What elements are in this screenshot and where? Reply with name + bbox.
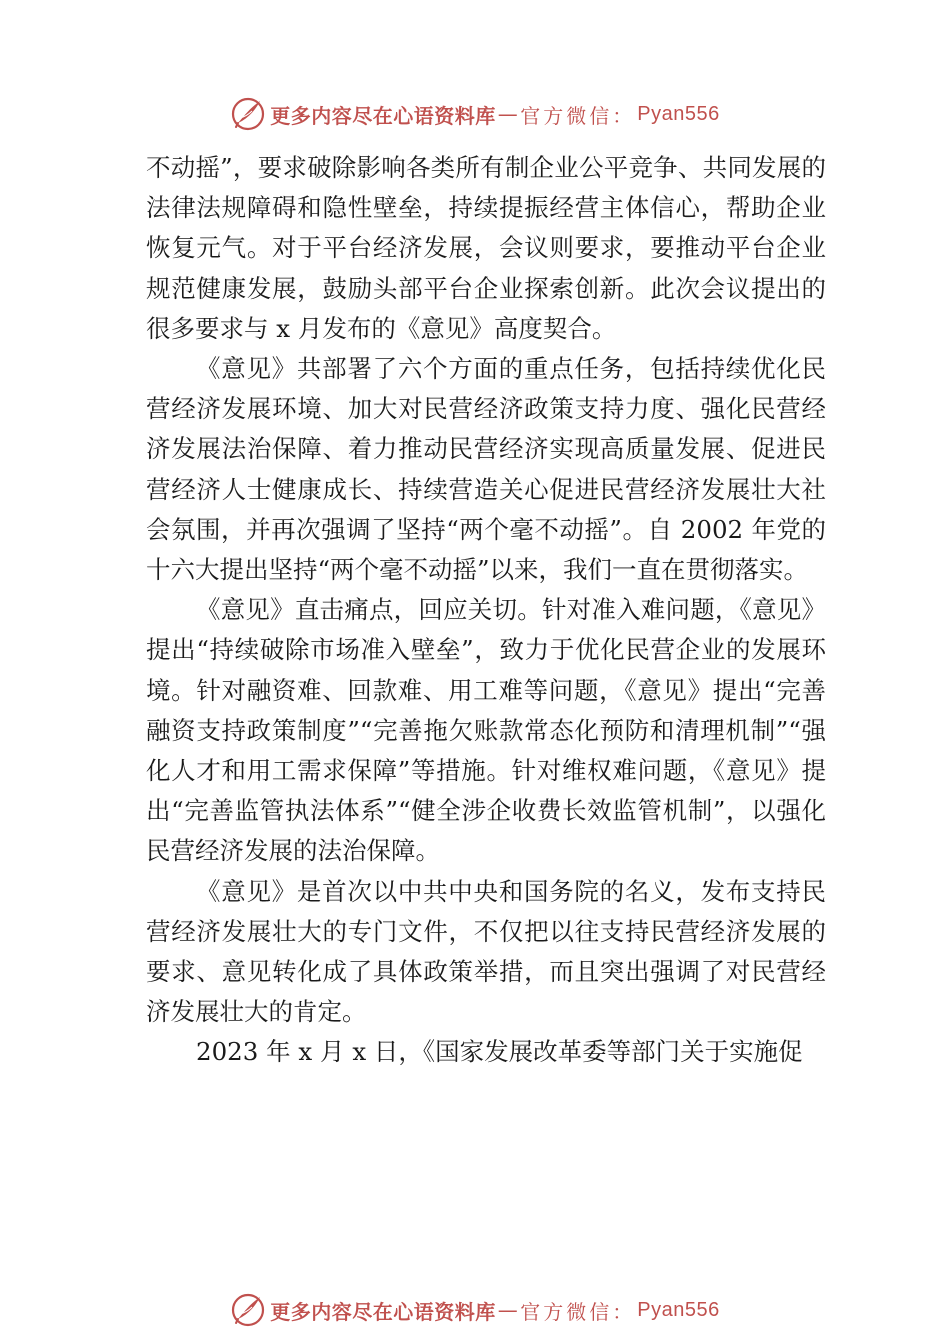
- banner-main-text: 更多内容尽在心语资料库: [270, 1299, 496, 1324]
- banner-wechat-handle: Pyan556: [637, 102, 720, 125]
- banner-wechat-handle: Pyan556: [637, 1298, 720, 1321]
- footer-banner: [0, 1288, 950, 1332]
- banner-official-label: 官方微信：: [520, 103, 636, 128]
- header-banner: [0, 92, 950, 136]
- quill-pen-circle-icon: [230, 1292, 266, 1328]
- banner-dash: —: [497, 1298, 519, 1322]
- paragraph-4: 《意见》是首次以中共中央和国务院的名义，发布支持民营经济发展壮大的专门文件，不仅把以往支持民营经济发展的要求、意见转化成了具体政策举措，而且突出强调了对民营经济发展壮大的肯定。: [146, 876, 826, 1027]
- banner-dash: —: [497, 102, 519, 126]
- document-body: [146, 148, 826, 1073]
- banner-text: [270, 1296, 719, 1325]
- paragraph-2: 《意见》共部署了六个方面的重点任务，包括持续优化民营经济发展环境、加大对民营经济政策支持力度、强化民营经济发展法治保障、着力推动民营经济实现高质量发展、促进民营经济人士健康成长、持续营造关心促进民营经济发展壮大社会氛围，并再次强调了坚持“两个毫不动摇”。自 2002 年党的十六大提出坚持“两个毫不动摇”以来，我们一直在贯彻落实。: [146, 354, 826, 585]
- paragraph-3: 《意见》直击痛点，回应关切。针对准入难问题，《意见》提出“持续破除市场准入壁垒”，致力于优化民营企业的发展环境。针对融资难、回款难、用工难等问题，《意见》提出“完善融资支持政策制度”“完善拖欠账款常态化预防和清理机制”“强化人才和用工需求保障”等措施。针对维权难问题，《意见》提出“完善监管执法体系”“健全涉企收费长效监管机制”，以强化民营经济发展的法治保障。: [146, 595, 826, 866]
- banner-text: [270, 100, 719, 129]
- paragraph-5: 2023 年 x 月 x 日，《国家发展改革委等部门关于实施促: [196, 1037, 803, 1067]
- quill-pen-circle-icon: [230, 96, 266, 132]
- banner-main-text: 更多内容尽在心语资料库: [270, 103, 496, 128]
- banner-official-label: 官方微信：: [520, 1299, 636, 1324]
- paragraph-1: 不动摇”，要求破除影响各类所有制企业公平竞争、共同发展的法律法规障碍和隐性壁垒，持续提振经营主体信心，帮助企业恢复元气。对于平台经济发展，会议则要求，要推动平台企业规范健康发展，鼓励头部平台企业探索创新。此次会议提出的很多要求与 x 月发布的《意见》高度契合。: [146, 153, 826, 343]
